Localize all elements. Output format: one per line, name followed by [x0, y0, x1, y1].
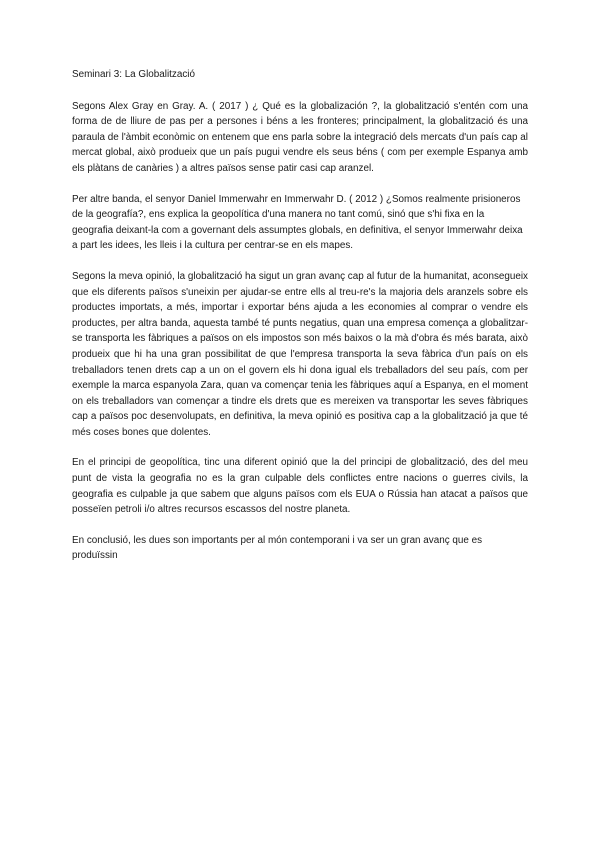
paragraph-2: Per altre banda, el senyor Daniel Immerwahr en Immerwahr D. ( 2012 ) ¿Somos realmente prisioneros de la geografía?, ens explica la geopolítica d'una manera no tant comú, sinó que s'hi fixa en la geografia deixant-la com a governant dels assumptes globals, en definitiva, el senyor Immerwahr deixa a part les idees, les lleis i la cultura per centrar-se en els mapes. — [72, 193, 523, 252]
paragraph-4: En el principi de geopolítica, tinc una diferent opinió que la del principi de globalització, des del meu punt de vista la geografia no es la gran culpable dels conflictes entre nacions o guerres civils, la geografia es culpable ja que sabem que alguns països com els EUA o Rússia han atacat a països que posseïen petroli i/o altres recursos escassos del nostre planeta. — [72, 457, 528, 516]
document-page — [72, 67, 528, 579]
document-title: Seminari 3: La Globalització — [72, 69, 195, 80]
paragraph-5: En conclusió, les dues son importants per al món contemporani i va ser un gran avanç que es produïssin — [72, 534, 483, 562]
paragraph-1: Segons Alex Gray en Gray. A. ( 2017 ) ¿ Qué es la globalización ?, la globalització s'entén com una forma de de lliure de pas per a persones i béns a les fronteres; principalment, la globalització és una paraula de l'àmbit econòmic on entenem que ens parla sobre la integració dels mercats d'un país cap al mercat global, això produeix que un país pugui vendre els seus béns ( com per exemple Espanya amb els plàtans de canàries ) a altres països sense patir casi cap aranzel. — [72, 100, 528, 174]
paragraph-3: Segons la meva opinió, la globalització ha sigut un gran avanç cap al futur de la humanitat, aconsegueix que els diferents països s'uneixin per ajudar-se entre ells al treu-re's la majoria dels aranzels sobre els productes importats, a més, importar i exportar béns ajuda a les economies al comprar o vendre els productes, per altra banda, aquesta també té punts negatius, quan una empresa comença a globalitzar-se transporta les fàbriques a països on els impostos son més baixos o la mà d'obra és més barata, això produeix que hi ha una gran possibilitat de que l'empresa transporta la seva fàbrica d'un país on els treballadors tenen drets cap a un on el govern els hi dona igual els treballadors del seu país, com per exemple la marca espanyola Zara, quan va començar tenia les fàbriques aquí a Espanya, en el moment on els treballadors van començar a tindre els drets que es mereixen va transportar les seves fàbriques cap a països poc desenvolupats, en definitiva, la meva opinió es positiva cap a la globalització ja que té més coses bones que dolentes. — [72, 270, 528, 438]
